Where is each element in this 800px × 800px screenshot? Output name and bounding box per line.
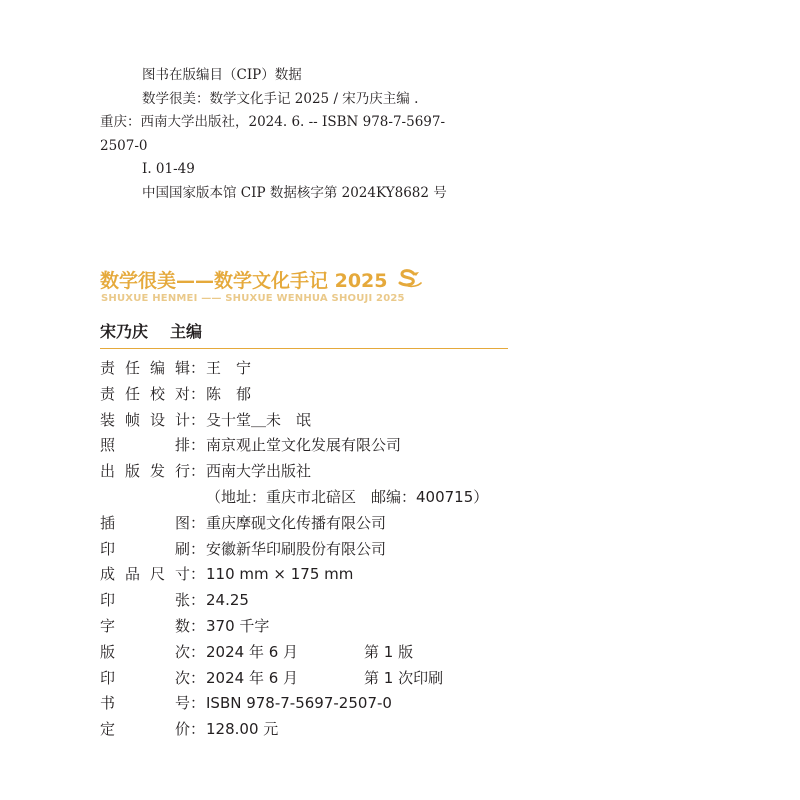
credit-value-secondary: 第 1 次印刷 [364, 668, 444, 687]
cip-record-line: 2507-0 [100, 137, 148, 154]
author-name: 宋乃庆 [100, 322, 149, 341]
credit-colon: ： [190, 539, 206, 558]
credit-label: 印 张 [100, 591, 190, 610]
credit-label: 印 次 [100, 668, 190, 687]
credit-value: ISBN 978-7-5697-2507-0 [206, 694, 392, 713]
credit-value: 王 宁 [206, 359, 252, 377]
credit-label: 照 排 [100, 436, 190, 455]
credit-value: 西南大学出版社 [206, 462, 312, 481]
credit-value: 陈 郁 [206, 384, 252, 403]
book-title: 数学很美——数学文化手记 2025 [100, 270, 388, 292]
cip-block [100, 64, 580, 205]
credit-colon: ： [190, 384, 206, 403]
credit-value: 110 mm × 175 mm [206, 565, 354, 584]
credit-colon: ： [190, 462, 206, 481]
credit-label: 字 数 [100, 616, 190, 635]
credit-colon: ： [190, 565, 206, 584]
credit-label: 责任编辑 [100, 359, 190, 377]
credit-label: 版 次 [100, 642, 190, 661]
author-role: 主编 [170, 322, 203, 341]
credit-colon: ： [190, 359, 206, 377]
credit-value: 重庆摩砚文化传播有限公司 [206, 513, 387, 532]
cip-classification: Ⅰ. 01-49 [142, 161, 195, 177]
publisher-address: （地址：重庆市北碚区 邮编：400715） [206, 487, 489, 506]
cip-record-line: 数学很美：数学文化手记 2025 / 宋乃庆主编 . [142, 90, 419, 107]
credit-label: 插 图 [100, 513, 190, 532]
title-divider [100, 348, 508, 349]
credit-label: 定 价 [100, 720, 190, 739]
credit-colon: ： [190, 668, 206, 687]
credit-label: 装帧设计 [100, 410, 190, 429]
credit-label: 书 号 [100, 694, 190, 713]
credit-value: 南京观止堂文化发展有限公司 [206, 436, 402, 455]
credit-value: 370 千字 [206, 616, 270, 635]
credit-label: 出版发行 [100, 462, 190, 481]
credit-colon: ： [190, 513, 206, 532]
credit-value: 殳十堂＿未 氓 [206, 410, 312, 429]
credit-value: 24.25 [206, 591, 249, 610]
credit-colon: ： [190, 591, 206, 610]
cip-verification: 中国国家版本馆 CIP 数据核字第 2024KY8682 号 [142, 184, 447, 201]
credit-colon: ： [190, 642, 206, 661]
credit-label: 印 刷 [100, 539, 190, 558]
credit-label: 成品尺寸 [100, 565, 190, 584]
credit-value: 2024 年 6 月 [206, 668, 299, 687]
snake-icon [396, 269, 422, 294]
credit-value: 安徽新华印刷股份有限公司 [206, 539, 387, 558]
author-line [100, 319, 202, 342]
cip-record-line: 重庆：西南大学出版社，2024. 6. -- ISBN 978-7-5697- [100, 114, 446, 130]
credit-value: 128.00 元 [206, 720, 279, 739]
cip-heading: 图书在版编目（CIP）数据 [142, 67, 302, 83]
credit-colon: ： [190, 616, 206, 635]
credit-value-secondary: 第 1 版 [364, 642, 414, 661]
book-subtitle: SHUXUE HENMEI —— SHUXUE WENHUA SHOUJI 2025 [101, 293, 405, 304]
book-title-line [100, 266, 422, 294]
credit-colon: ： [190, 436, 206, 455]
credit-label: 责任校对 [100, 384, 190, 403]
credit-colon: ： [190, 694, 206, 713]
credit-value: 2024 年 6 月 [206, 642, 299, 661]
credit-colon: ： [190, 720, 206, 739]
credit-colon: ： [190, 410, 206, 429]
